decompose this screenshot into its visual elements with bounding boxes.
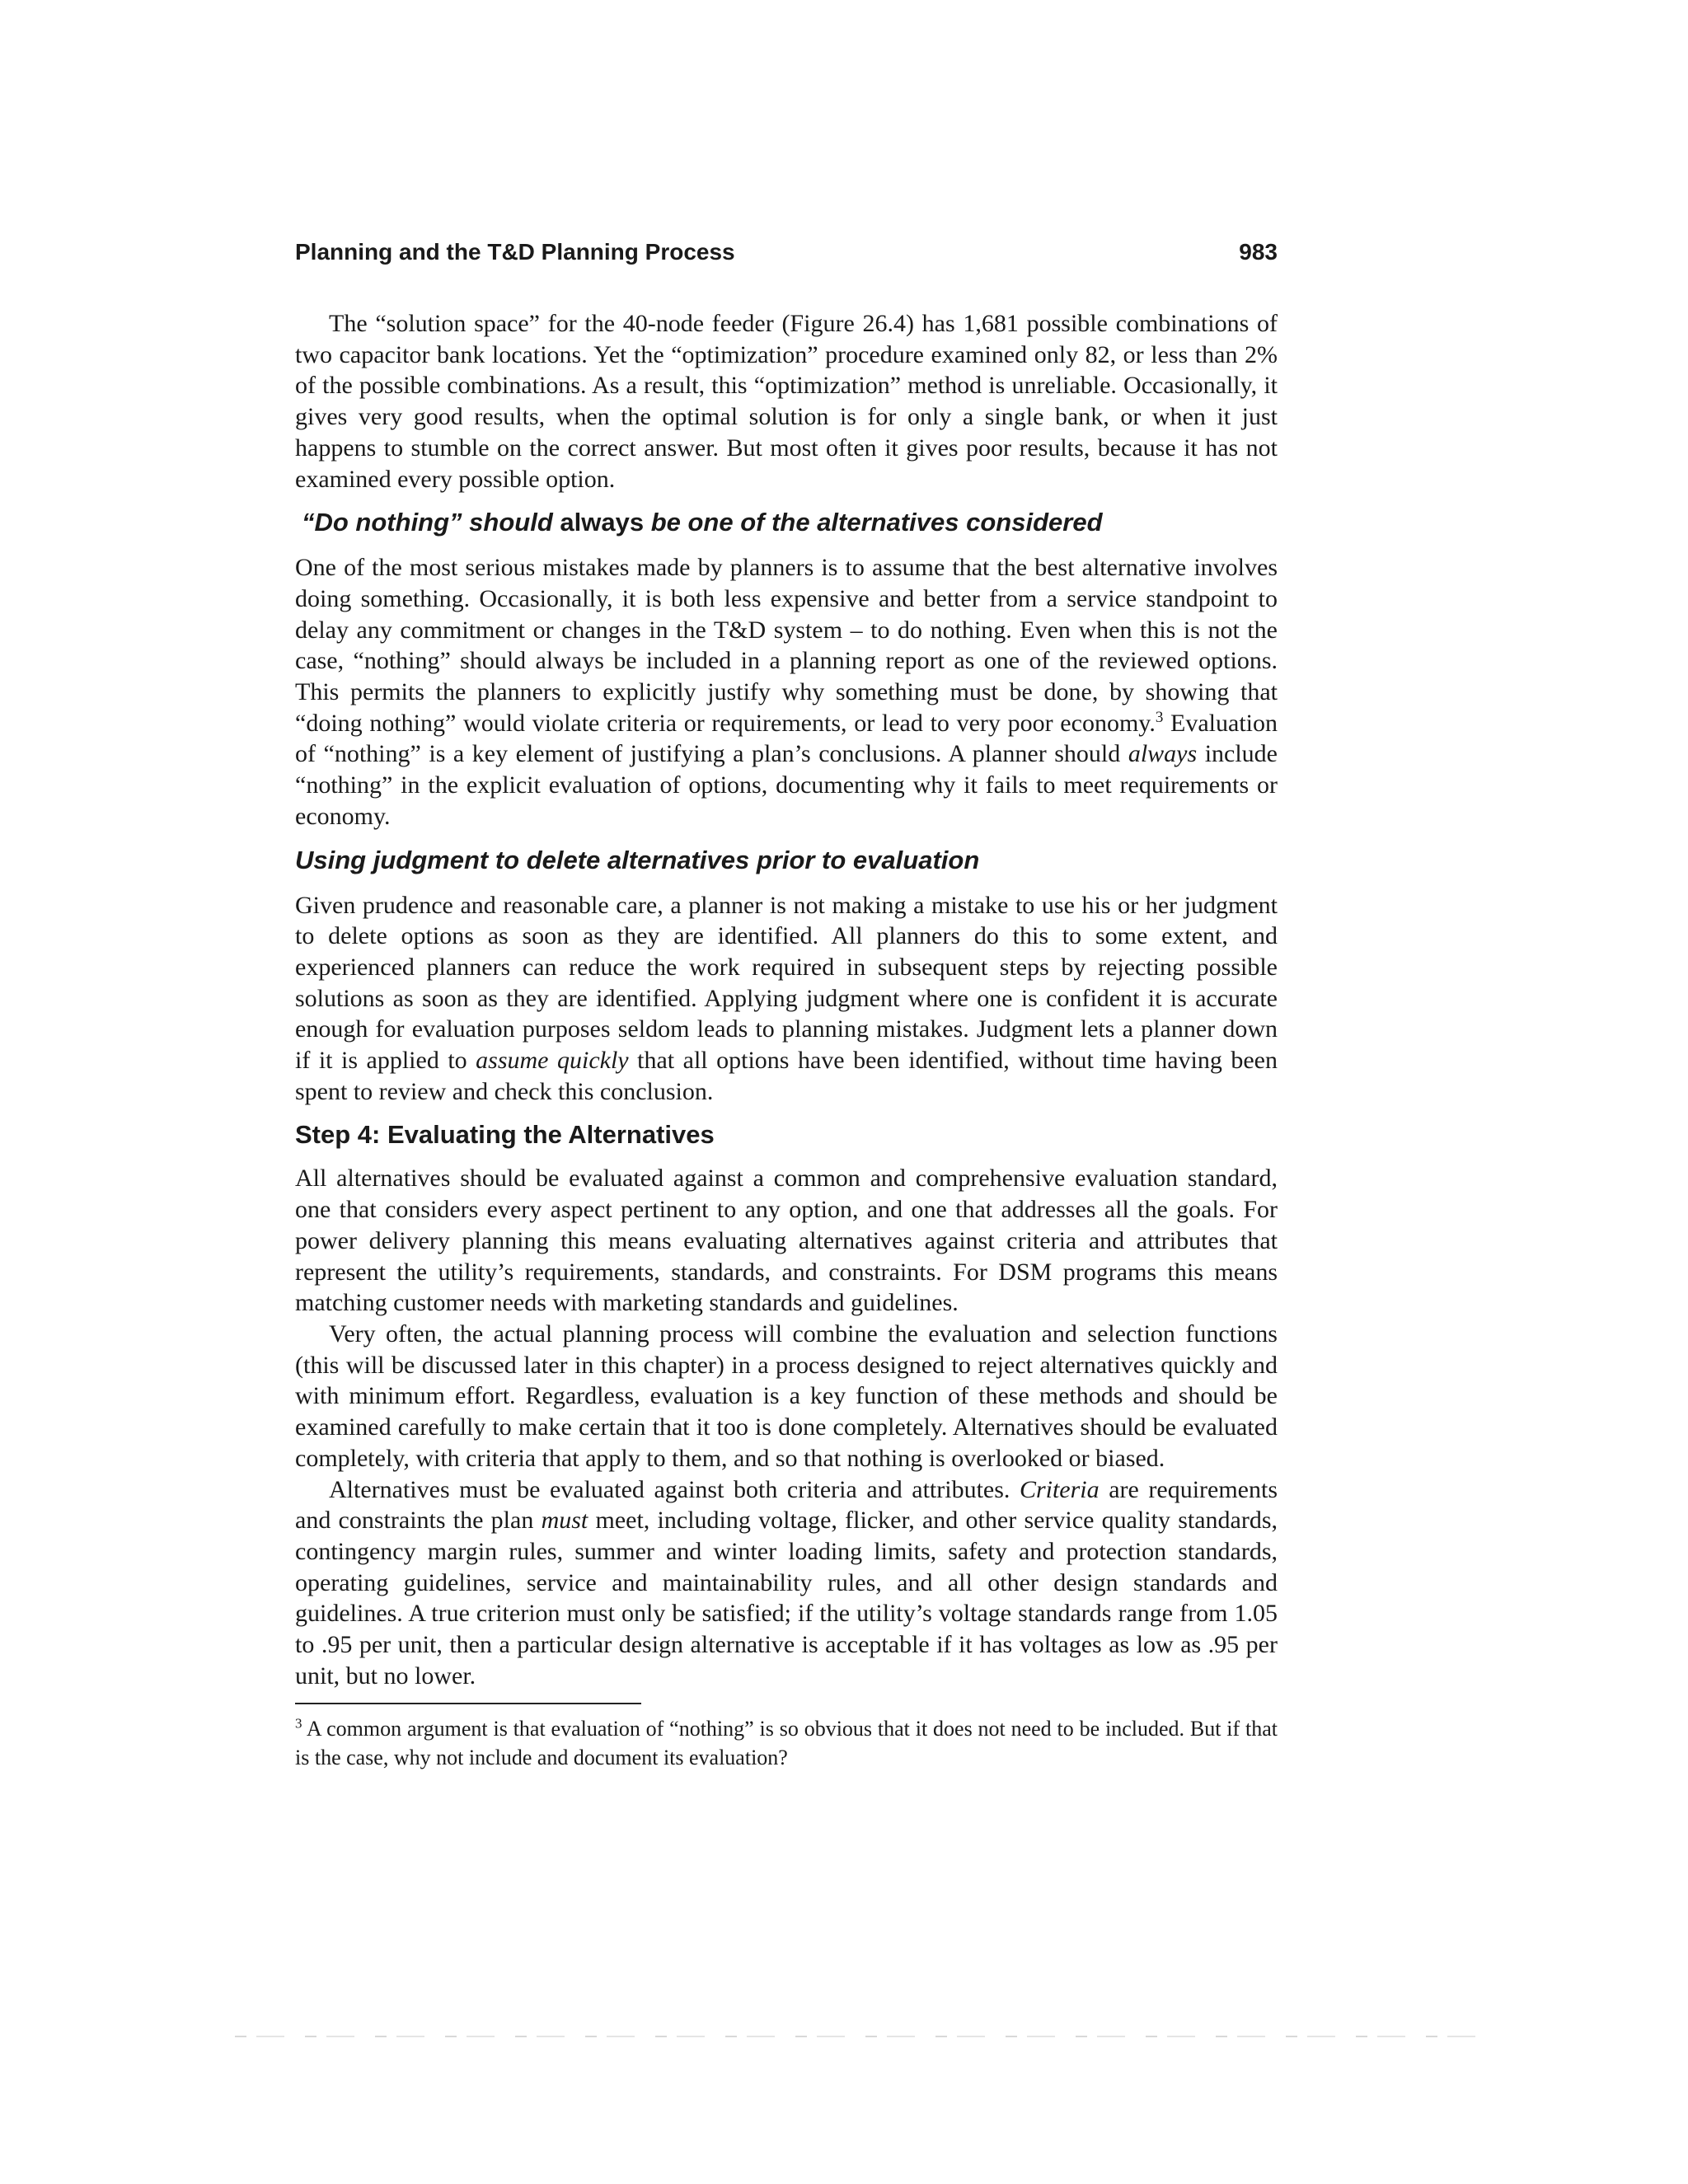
paragraph-criteria bbox=[295, 1474, 1278, 1692]
paragraph-evaluation-standard: All alternatives should be evaluated against a common and comprehensive evaluation standard, one that considers every aspect pertinent to any option, and one that addresses all the goals. For power delivery planning this means evaluating alternatives against criteria and attributes that represent the utility’s requirements, standards, and constraints. For DSM programs this means matching customer needs with marketing standards and guidelines. bbox=[295, 1165, 1278, 1317]
page-number: 983 bbox=[1239, 239, 1278, 265]
footnote-text: A common argument is that evaluation of “nothing” is so obvious that it does not need to be included. But if that is the case, why not include and document its evaluation? bbox=[295, 1717, 1278, 1770]
heading-do-nothing-part2: always bbox=[552, 508, 651, 537]
heading-do-nothing-part1: “Do nothing” should bbox=[302, 508, 553, 537]
heading-do-nothing bbox=[295, 506, 1278, 539]
paragraph-do-nothing-text-c: include “nothing” in the explicit evaluation of options, documenting why it fails to meet requirements or economy. bbox=[295, 740, 1278, 830]
paragraph-criteria-text-c: meet, including voltage, flicker, and other service quality standards, contingency margin rules, summer and winter loading limits, safety and protection standards, operating guidelines, service and maintainability rules, and all other design standards and guidelines. A true criterion must only be satisfied; if the utility’s voltage standards range from 1.05 to .95 per unit, then a particular design alternative is acceptable if it has voltages as low as .95 per unit, but no lower. bbox=[295, 1507, 1278, 1690]
emphasis-criteria: Criteria bbox=[1019, 1475, 1100, 1503]
emphasis-always: always bbox=[1128, 740, 1198, 768]
paragraph-judgment-text-a: Given prudence and reasonable care, a planner is not making a mistake to use his or her judgment to delete options as soon as they are identified. All planners do this to some extent, and experienced planners can reduce the work required in subsequent steps by rejecting possible solutions as soon as they are identified. Applying judgment where one is confident it is accurate enough for evaluation purposes seldom leads to planning mistakes. Judgment lets a planner down if it is applied to bbox=[295, 891, 1278, 1075]
heading-do-nothing-part3: be one of the alternatives considered bbox=[650, 508, 1103, 537]
running-head-title: Planning and the T&D Planning Process bbox=[295, 239, 735, 265]
running-header bbox=[295, 236, 1278, 269]
scan-artifact-line bbox=[235, 2036, 1475, 2037]
footnote-divider bbox=[295, 1703, 641, 1704]
page-body bbox=[295, 308, 1278, 1691]
footnote bbox=[295, 1714, 1278, 1772]
heading-step-4: Step 4: Evaluating the Alternatives bbox=[295, 1120, 715, 1150]
footnote-reference: 3 bbox=[1155, 708, 1164, 726]
paragraph-do-nothing-text-a: One of the most serious mistakes made by planners is to assume that the best alternative involves doing something. Occasionally, it is both less expensive and better from a service standpoint to delay any commitment or changes in the T&D system – to do nothing. Even when this is not the case, “nothing” should always be included in a planning report as one of the reviewed options. This permits the planners to explicitly justify why something must be done, by showing that “doing nothing” would violate criteria or requirements, or lead to very poor economy. bbox=[295, 554, 1278, 737]
paragraph-solution-space: The “solution space” for the 40-node feeder (Figure 26.4) has 1,681 possible combinations of two capacitor bank locations. Yet the “optimization” procedure examined only 82, or less than 2% of the possible combinations. As a result, this “optimization” method is unreliable. Occasionally, it gives very good results, when the optimal solution is for only a single bank, or when it just happens to stumble on the correct answer. But most often it gives poor results, because it has not examined every possible option. bbox=[295, 310, 1278, 493]
emphasis-assume-quickly: assume quickly bbox=[476, 1047, 629, 1075]
paragraph-criteria-text-a: Alternatives must be evaluated against both criteria and attributes. bbox=[329, 1475, 1020, 1503]
paragraph-do-nothing bbox=[295, 552, 1278, 832]
emphasis-must: must bbox=[541, 1507, 588, 1535]
book-page bbox=[295, 236, 1278, 1772]
paragraph-judgment-text-b: that all options have been identified, without time having been spent to review and check this conclusion. bbox=[295, 1047, 1278, 1105]
paragraph-judgment bbox=[295, 890, 1278, 1108]
paragraph-evaluation-process: Very often, the actual planning process will combine the evaluation and selection functions (this will be discussed later in this chapter) in a process designed to reject alternatives quickly and with minimum effort. Regardless, evaluation is a key function of these methods and should be examined carefully to make certain that it too is done completely. Alternatives should be evaluated completely, with criteria that apply to them, and so that nothing is overlooked or biased. bbox=[295, 1319, 1278, 1472]
heading-using-judgment: Using judgment to delete alternatives prior to evaluation bbox=[295, 845, 980, 874]
paragraph-criteria-text-b: are requirements and constraints the plan bbox=[295, 1475, 1278, 1535]
footnote-marker: 3 bbox=[295, 1715, 302, 1732]
paragraph-do-nothing-text-b: Evaluation of “nothing” is a key element of justifying a plan’s conclusions. A planner should bbox=[295, 709, 1278, 768]
